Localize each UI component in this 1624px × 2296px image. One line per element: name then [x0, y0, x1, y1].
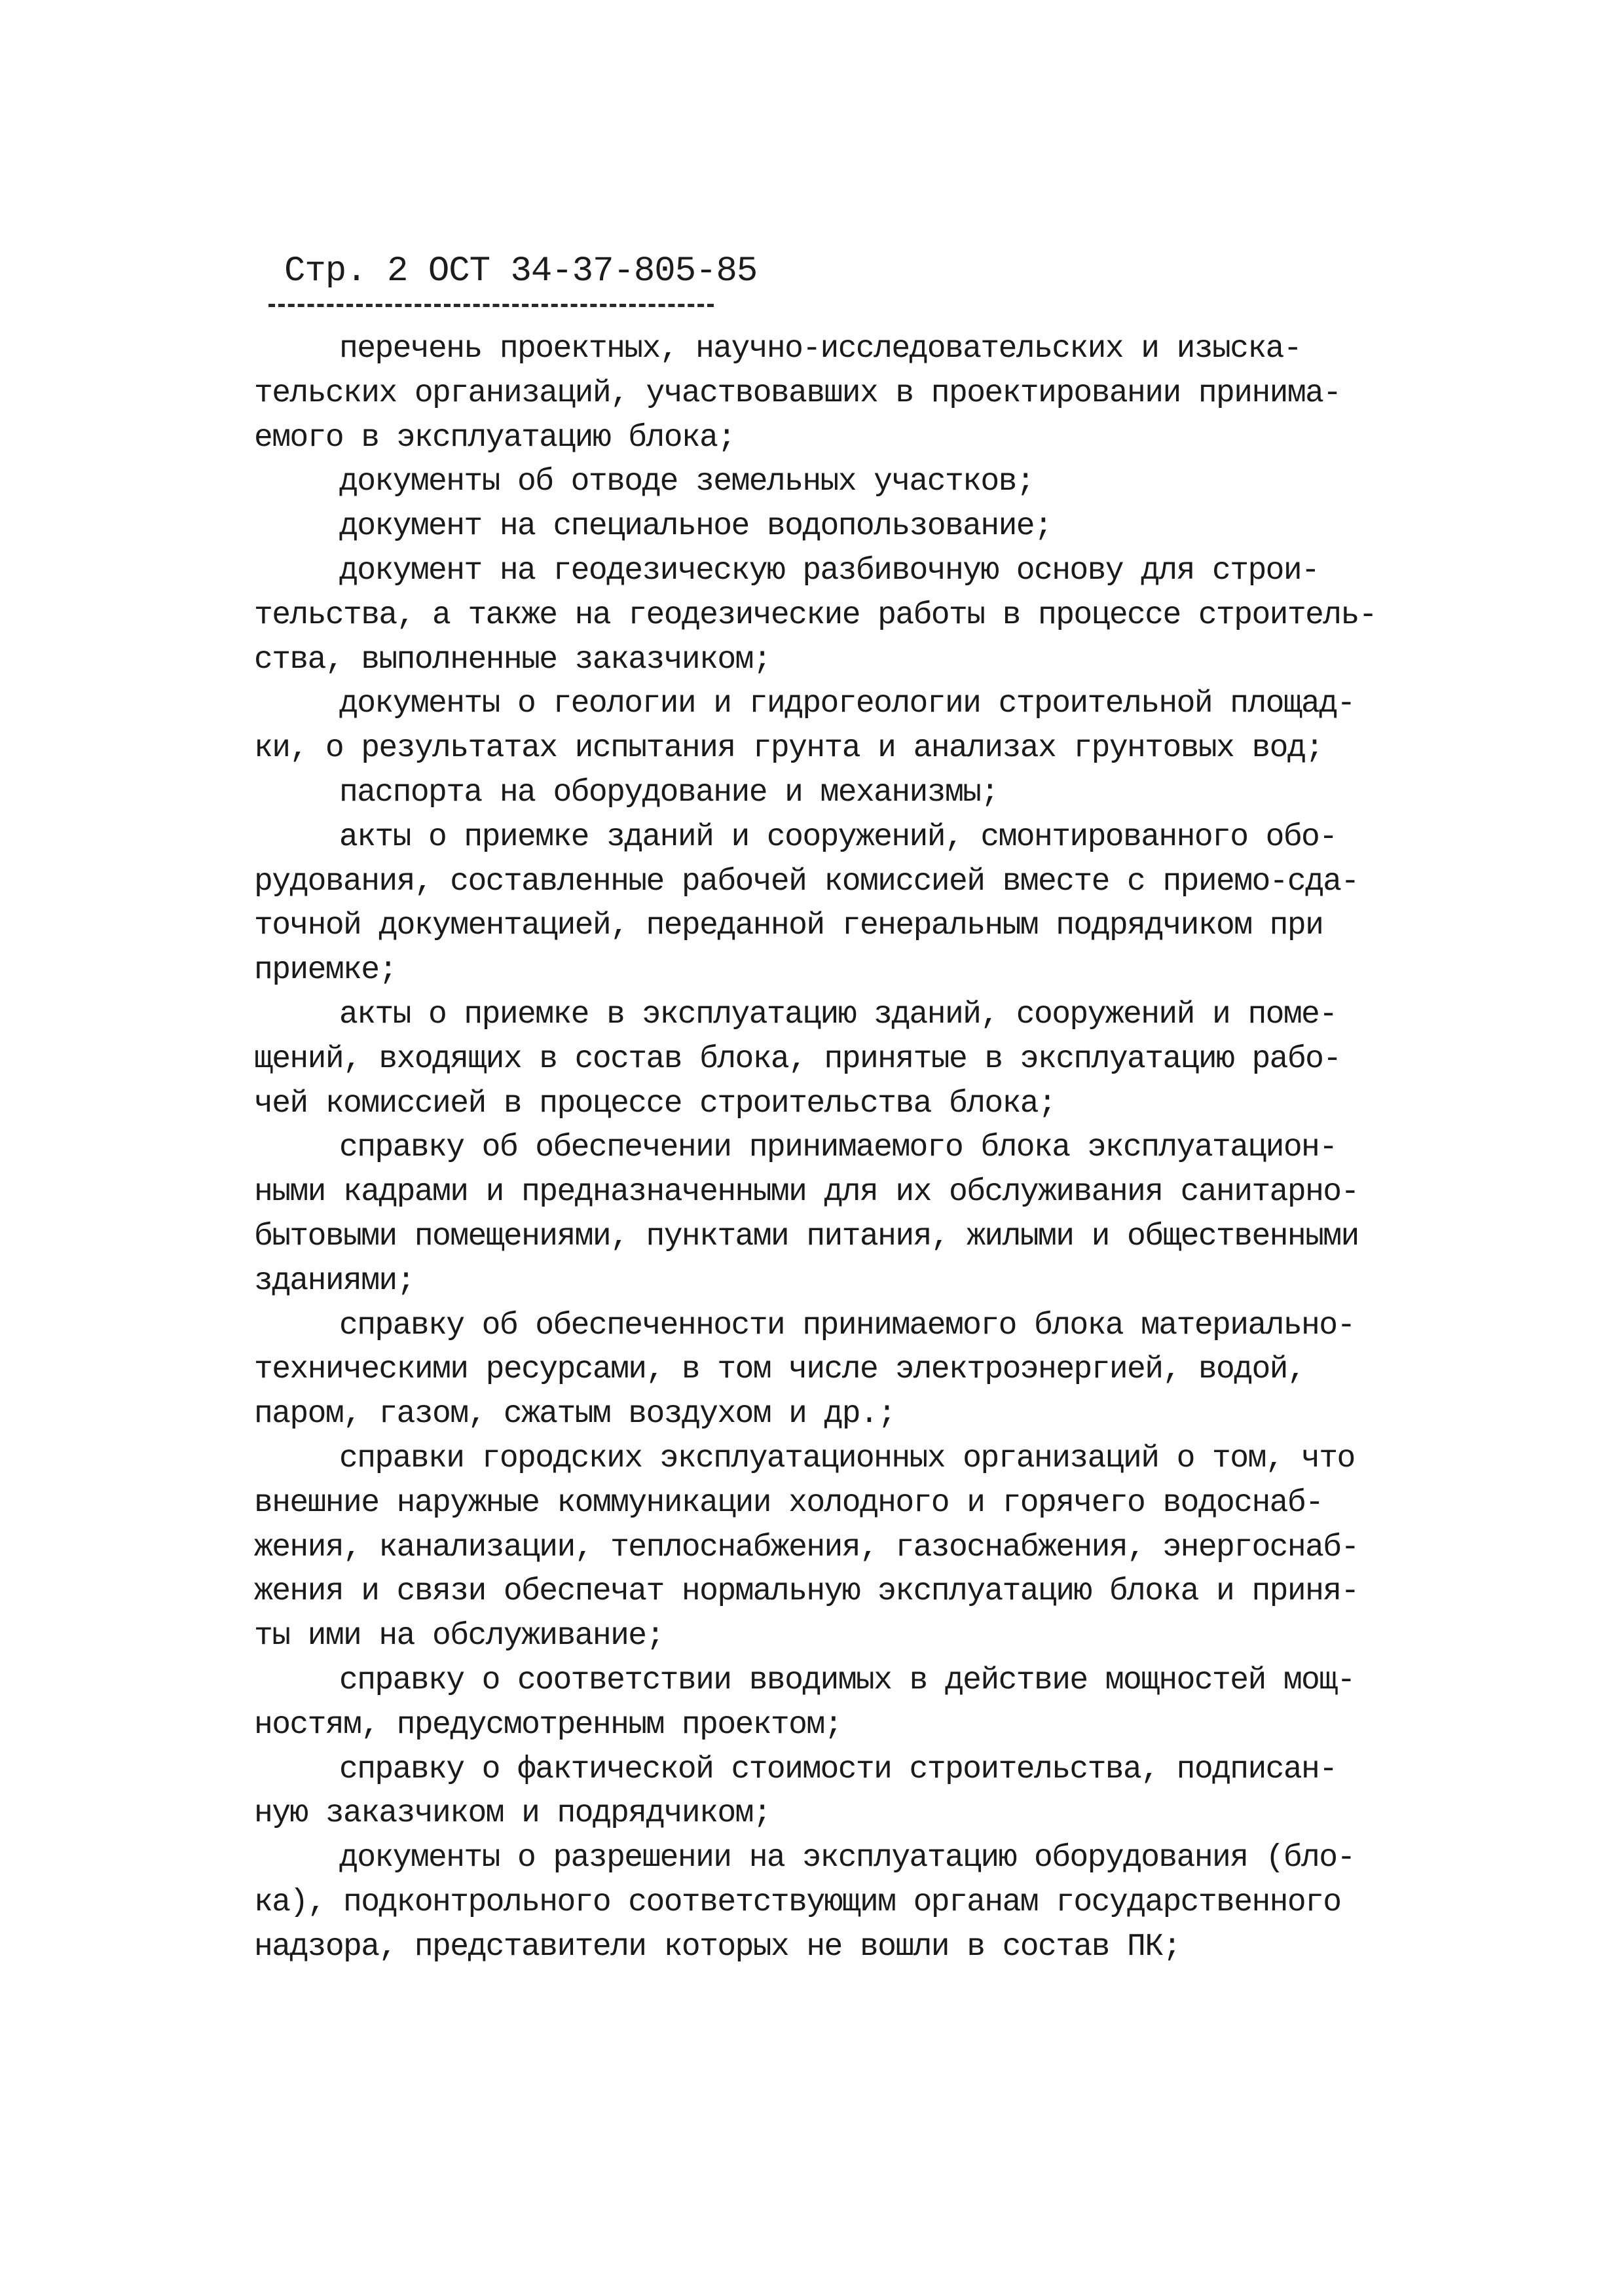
text-line: документы о разрешении на эксплуатацию оборудования (бло-	[339, 1840, 1355, 1876]
document-body	[254, 327, 1376, 1969]
text-line: ными кадрами и предназначенными для их обслуживания санитарно-	[254, 1175, 1359, 1211]
text-line: точной документацией, переданной генеральным подрядчиком при	[254, 908, 1323, 944]
text-line: ка), подконтрольного соответствующим органам государственного	[254, 1884, 1341, 1920]
text-line: документ на геодезическую разбивочную основу для строи-	[339, 553, 1320, 589]
text-line: надзора, представители которых не вошли в состав ПК;	[254, 1929, 1181, 1965]
text-line: справку об обеспеченности принимаемого блока материально-	[339, 1307, 1355, 1343]
text-line: справку о фактической стоимости строительства, подписан-	[339, 1751, 1337, 1787]
text-line: зданиями;	[254, 1263, 415, 1299]
text-line: жения и связи обеспечат нормальную эксплуатацию блока и приня-	[254, 1574, 1359, 1610]
text-line: акты о приемке зданий и сооружений, смонтированного обо-	[339, 819, 1337, 855]
text-line: ную заказчиком и подрядчиком;	[254, 1796, 771, 1832]
header-underline	[268, 304, 714, 307]
text-line: техническими ресурсами, в том числе электроэнергией, водой,	[254, 1352, 1306, 1388]
text-line: документы об отводе земельных участков;	[339, 464, 1034, 500]
text-line: тельских организаций, участвовавших в проектировании принима-	[254, 375, 1341, 411]
text-line: акты о приемке в эксплуатацию зданий, сооружений и поме-	[339, 996, 1337, 1032]
text-line: перечень проектных, научно-исследовательских и изыска-	[339, 331, 1302, 367]
page-header: Стр. 2 ОСТ 34-37-805-85	[284, 251, 758, 291]
text-line: документы о геологии и гидрогеологии строительной площад-	[339, 686, 1355, 722]
text-line: жения, канализации, теплоснабжения, газоснабжения, энергоснаб-	[254, 1529, 1359, 1565]
text-line: ностям, предусмотренным проектом;	[254, 1707, 842, 1743]
text-line: документ на специальное водопользование;	[339, 509, 1052, 545]
text-line: рудования, составленные рабочей комиссией вместе с приемо-сда-	[254, 864, 1359, 900]
text-line: внешние наружные коммуникации холодного и горячего водоснаб-	[254, 1485, 1323, 1521]
text-line: ки, о результатах испытания грунта и анализах грунтовых вод;	[254, 731, 1323, 767]
text-line: чей комиссией в процессе строительства блока;	[254, 1085, 1056, 1121]
text-line: справку об обеспечении принимаемого блока эксплуатацион-	[339, 1130, 1337, 1166]
text-line: ты ими на обслуживание;	[254, 1618, 664, 1654]
text-line: приемке;	[254, 953, 397, 989]
text-line: бытовыми помещениями, пунктами питания, жилыми и общественными	[254, 1218, 1359, 1254]
text-line: емого в эксплуатацию блока;	[254, 420, 735, 456]
text-line: справки городских эксплуатационных организаций о том, что	[339, 1440, 1355, 1476]
text-line: паром, газом, сжатым воздухом и др.;	[254, 1396, 896, 1432]
text-line: справку о соответствии вводимых в действие мощностей мощ-	[339, 1662, 1355, 1698]
text-line: тельства, а также на геодезические работы в процессе строитель-	[254, 597, 1376, 633]
text-line: ства, выполненные заказчиком;	[254, 642, 771, 678]
text-line: щений, входящих в состав блока, принятые в эксплуатацию рабо-	[254, 1041, 1341, 1077]
text-line: паспорта на оборудование и механизмы;	[339, 774, 999, 811]
